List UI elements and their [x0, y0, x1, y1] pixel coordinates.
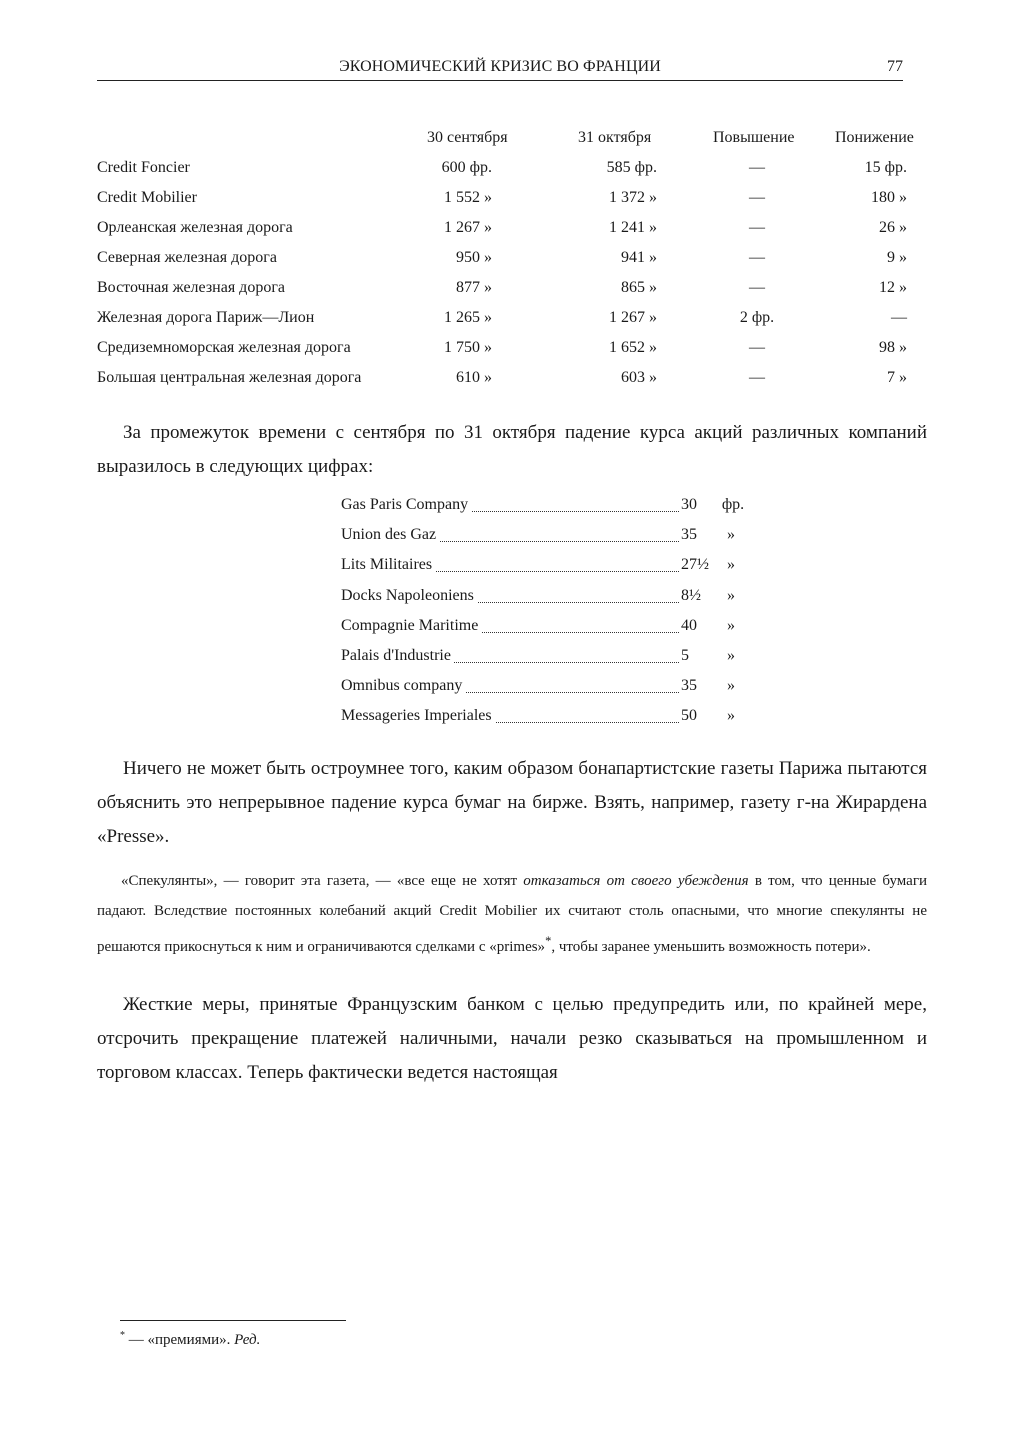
price-oct31: 941 » — [621, 249, 657, 266]
decline-value: 50 — [681, 707, 697, 725]
price-increase: — — [749, 219, 765, 236]
list-item — [341, 550, 761, 580]
company-name-text: Средиземноморская железная дорога — [97, 339, 354, 356]
quote-text-1: «Спекулянты», — говорит эта газета, — «все еще не хотят — [121, 873, 524, 889]
decline-value: 40 — [681, 616, 697, 634]
company-name-text: Compagnie Maritime — [341, 617, 481, 634]
quote-italic: отказаться от своего убеждения — [523, 873, 749, 889]
quote-presse — [97, 866, 927, 962]
price-increase: 2 фр. — [739, 309, 775, 326]
company-name — [341, 611, 679, 641]
price-oct31: 1 241 » — [609, 219, 657, 236]
running-header — [97, 58, 903, 81]
company-name-text: Железная дорога Париж—Лион — [97, 309, 317, 326]
decline-value: 5 — [681, 646, 689, 664]
decline-unit: » — [727, 646, 735, 664]
decline-value: 35 — [681, 677, 697, 695]
table-row — [97, 333, 927, 363]
price-sep30: 600 фр. — [441, 159, 492, 176]
footnote-text: — «премиями». — [125, 1332, 235, 1348]
price-decrease: 7 » — [887, 369, 907, 386]
list-item — [341, 611, 761, 641]
table-row — [97, 273, 927, 303]
price-sep30: 1 750 » — [444, 339, 492, 356]
company-name-text: Восточная железная дорога — [97, 279, 288, 296]
company-name-text: Docks Napoleoniens — [341, 587, 477, 604]
price-decrease: 9 » — [887, 249, 907, 266]
quote-text-3: , чтобы заранее уменьшить возможность потери». — [551, 939, 871, 955]
company-name — [341, 641, 679, 671]
stock-prices-table — [97, 125, 927, 393]
paragraph-intro: За промежуток времени с сентября по 31 октября падение курса акций различных компаний выразилось в следующих цифрах: — [97, 422, 927, 477]
company-decline-table — [341, 490, 761, 732]
list-item — [341, 520, 761, 550]
decline-unit: фр. — [721, 496, 745, 513]
price-increase: — — [749, 159, 765, 176]
price-oct31: 585 фр. — [606, 159, 657, 176]
company-name-text: Большая центральная железная дорога — [97, 369, 364, 386]
table-row — [97, 183, 927, 213]
company-name-text: Credit Foncier — [97, 159, 193, 176]
price-decrease: 15 фр. — [864, 159, 907, 176]
company-name — [341, 701, 679, 731]
paragraph-bank-measures: Жесткие меры, принятые Французским банком с целью предупредить или, по крайней мере, отсрочить прекращение платежей наличными, начали резко сказываться на промышленном и торговом классах. Теперь фактически ведется настоящая — [97, 994, 927, 1083]
company-name-text: Credit Mobilier — [97, 189, 200, 206]
table-row — [97, 243, 927, 273]
column-header-increase: Повышение — [713, 129, 795, 146]
company-name — [341, 490, 679, 520]
column-header-decrease: Понижение — [835, 129, 914, 146]
company-name-text: Union des Gaz — [341, 526, 439, 543]
price-sep30: 950 » — [456, 249, 492, 266]
company-name — [341, 581, 679, 611]
page-number: 77 — [887, 58, 903, 75]
company-name-text: Gas Paris Company — [341, 496, 471, 513]
price-decrease: — — [891, 309, 907, 326]
footnote-divider — [120, 1320, 346, 1321]
price-oct31: 1 652 » — [609, 339, 657, 356]
price-decrease: 98 » — [879, 339, 907, 356]
decline-value: 8½ — [681, 586, 701, 604]
decline-unit: » — [727, 586, 735, 604]
price-sep30: 1 265 » — [444, 309, 492, 326]
price-oct31: 1 267 » — [609, 309, 657, 326]
company-name-text: Северная железная дорога — [97, 249, 280, 266]
table-row — [97, 213, 927, 243]
table-row — [97, 303, 927, 333]
decline-value: 30 — [681, 496, 697, 513]
decline-unit: » — [727, 677, 735, 695]
list-item — [341, 490, 761, 520]
decline-unit: » — [727, 526, 735, 544]
decline-unit: » — [727, 707, 735, 725]
price-oct31: 1 372 » — [609, 189, 657, 206]
decline-unit: » — [727, 616, 735, 634]
company-name — [341, 671, 679, 701]
footnote-mark: * — [120, 1330, 125, 1341]
list-item — [341, 701, 761, 731]
decline-value: 35 — [681, 526, 697, 544]
company-name-text: Omnibus company — [341, 677, 465, 694]
column-header-oct31: 31 октября — [578, 129, 652, 146]
column-header-sep30: 30 сентября — [427, 129, 508, 146]
price-sep30: 1 552 » — [444, 189, 492, 206]
price-increase: — — [749, 249, 765, 266]
footnote-mark: * — [545, 934, 552, 948]
list-item — [341, 641, 761, 671]
price-oct31: 603 » — [621, 369, 657, 386]
quote-text-2: в том, что ценные бумаги падают. Вследствие постоянных колебаний акций Credit Mobilier их считают столь опасными, что многие спекулянты не решаются прикоснуться к ним и ограничиваются сделками с «primes» — [97, 873, 928, 955]
price-decrease: 180 » — [871, 189, 907, 206]
table-row — [97, 363, 927, 393]
footnote-editor: Ред. — [234, 1332, 261, 1348]
price-oct31: 865 » — [621, 279, 657, 296]
decline-unit: » — [727, 556, 735, 574]
price-decrease: 12 » — [879, 279, 907, 296]
company-name-text: Palais d'Industrie — [341, 647, 454, 664]
price-decrease: 26 » — [879, 219, 907, 236]
price-sep30: 610 » — [456, 369, 492, 386]
price-increase: — — [749, 369, 765, 386]
paragraph-commentary: Ничего не может быть остроумнее того, каким образом бонапартистские газеты Парижа пытаются объяснить это непрерывное падение курса бумаг на бирже. Взять, например, газету г-на Жирардена «Presse». — [97, 758, 927, 847]
price-sep30: 877 » — [456, 279, 492, 296]
footnote — [120, 1326, 260, 1350]
table-header-row — [97, 125, 927, 151]
company-name-text: Lits Militaires — [341, 556, 435, 573]
list-item — [341, 671, 761, 701]
company-name-text: Орлеанская железная дорога — [97, 219, 296, 236]
company-name — [341, 520, 679, 550]
company-name-text: Messageries Imperiales — [341, 707, 495, 724]
decline-value: 27½ — [681, 556, 709, 574]
table-row — [97, 153, 927, 183]
running-title: ЭКОНОМИЧЕСКИЙ КРИЗИС ВО ФРАНЦИИ — [339, 58, 661, 75]
price-increase: — — [749, 189, 765, 206]
price-sep30: 1 267 » — [444, 219, 492, 236]
price-increase: — — [749, 279, 765, 296]
company-name — [341, 550, 679, 580]
price-increase: — — [749, 339, 765, 356]
list-item — [341, 581, 761, 611]
